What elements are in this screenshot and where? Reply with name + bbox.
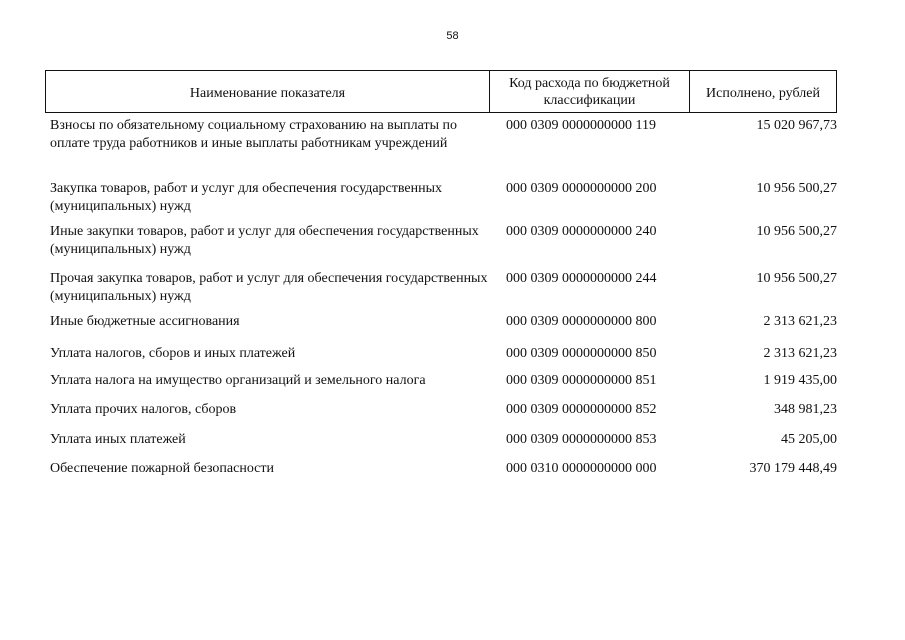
row-name: Уплата налога на имущество организаций и земельного налога [50,373,426,388]
row-code: 000 0310 0000000000 000 [506,461,657,476]
row-code: 000 0309 0000000000 852 [506,402,657,417]
row-name: Иные бюджетные ассигнования [50,314,240,329]
row-code: 000 0309 0000000000 244 [506,271,657,286]
row-amount: 10 956 500,27 [756,271,837,286]
row-name: Иные закупки товаров, работ и услуг для обеспечения государственных (муниципальных) нужд [50,224,479,257]
row-amount: 348 981,23 [774,402,837,417]
row-amount: 45 205,00 [781,432,837,447]
row-name: Обеспечение пожарной безопасности [50,461,275,476]
row-code: 000 0309 0000000000 240 [506,224,657,239]
row-amount: 10 956 500,27 [756,224,837,239]
row-amount: 10 956 500,27 [756,181,837,196]
page-number: 58 [446,30,459,42]
row-amount: 370 179 448,49 [749,461,837,476]
row-name: Закупка товаров, работ и услуг для обеспечения государственных (муниципальных) нужд [50,181,443,214]
column-header-name: Наименование показателя [46,71,490,112]
row-code: 000 0309 0000000000 851 [506,373,657,388]
row-amount: 1 919 435,00 [763,373,837,388]
column-header-code: Код расхода по бюджетной классификации [490,71,690,112]
row-name: Прочая закупка товаров, работ и услуг для обеспечения государственных (муниципальных) нужд [50,271,488,304]
row-amount: 2 313 621,23 [763,346,837,361]
row-name: Взносы по обязательному социальному страхованию на выплаты по оплате труда работников и иные выплаты работникам учреждений [50,118,458,151]
row-code: 000 0309 0000000000 200 [506,181,657,196]
column-header-amount: Исполнено, рублей [706,86,820,101]
row-name: Уплата налогов, сборов и иных платежей [50,346,296,361]
row-amount: 2 313 621,23 [763,314,837,329]
row-code: 000 0309 0000000000 800 [506,314,657,329]
row-code: 000 0309 0000000000 853 [506,432,657,447]
row-name: Уплата иных платежей [50,432,186,447]
row-code: 000 0309 0000000000 119 [506,118,656,133]
row-name: Уплата прочих налогов, сборов [50,402,237,417]
row-amount: 15 020 967,73 [756,118,837,133]
row-code: 000 0309 0000000000 850 [506,346,657,361]
